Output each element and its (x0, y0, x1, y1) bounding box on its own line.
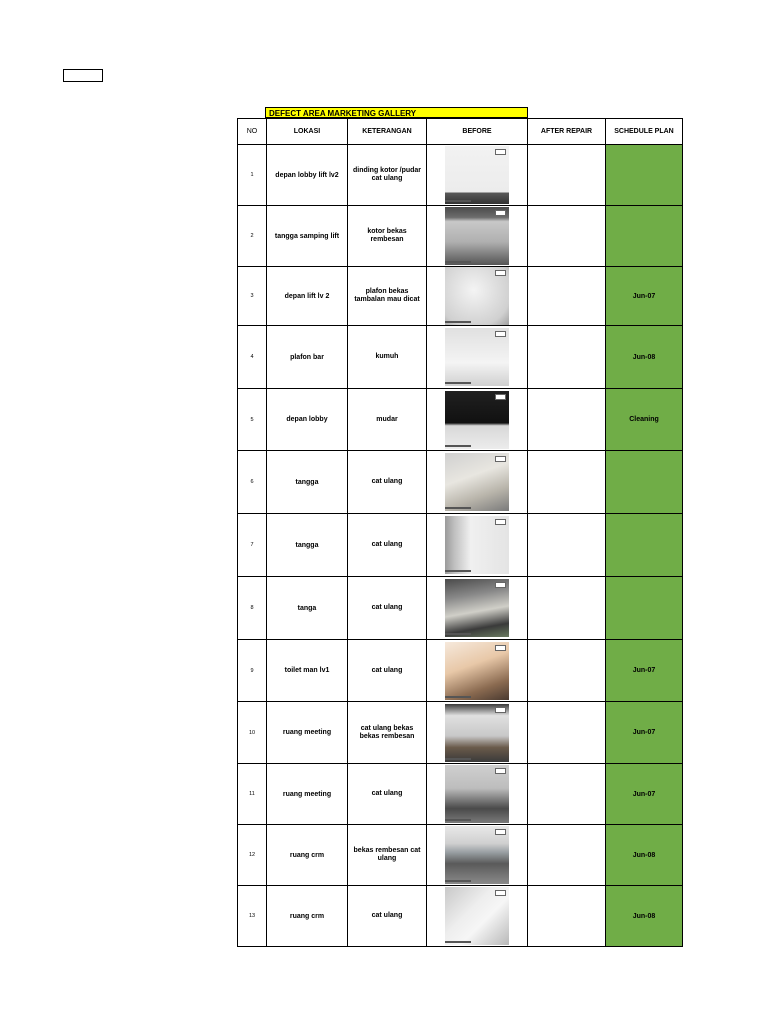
row-number: 5 (238, 389, 267, 451)
row-after-repair (528, 451, 606, 514)
photo-stamp (495, 270, 506, 276)
table-row (238, 577, 683, 640)
photo-caption-bar (445, 570, 471, 572)
photo-stamp (495, 707, 506, 713)
row-number: 13 (238, 886, 267, 947)
row-keterangan: cat ulang bekas bekas rembesan (348, 702, 427, 764)
row-schedule-plan: Jun-08 (606, 326, 683, 389)
row-number: 9 (238, 640, 267, 702)
photo-caption-bar (445, 382, 471, 384)
row-before-photo-cell (427, 825, 528, 886)
row-lokasi: ruang meeting (267, 702, 348, 764)
photo-stamp (495, 331, 506, 337)
row-after-repair (528, 702, 606, 764)
photo-stamp (495, 582, 506, 588)
row-schedule-plan: Cleaning (606, 389, 683, 451)
table-row (238, 389, 683, 451)
before-photo (445, 887, 509, 945)
row-keterangan: cat ulang (348, 514, 427, 577)
table-row (238, 451, 683, 514)
photo-caption-bar (445, 819, 471, 821)
table-row (238, 145, 683, 206)
photo-stamp (495, 890, 506, 896)
row-schedule-plan: Jun-07 (606, 640, 683, 702)
header-no: NO (238, 119, 267, 145)
row-before-photo-cell (427, 577, 528, 640)
row-schedule-plan (606, 577, 683, 640)
row-after-repair (528, 145, 606, 206)
row-keterangan: plafon bekas tambalan mau dicat (348, 267, 427, 326)
row-before-photo-cell (427, 640, 528, 702)
row-after-repair (528, 640, 606, 702)
photo-stamp (495, 149, 506, 155)
row-before-photo-cell (427, 451, 528, 514)
row-after-repair (528, 764, 606, 825)
row-number: 1 (238, 145, 267, 206)
row-after-repair (528, 267, 606, 326)
table-row (238, 702, 683, 764)
row-schedule-plan: Jun-07 (606, 764, 683, 825)
table-row (238, 326, 683, 389)
row-before-photo-cell (427, 702, 528, 764)
row-number: 12 (238, 825, 267, 886)
sheet-title: DEFECT AREA MARKETING GALLERY (265, 107, 528, 118)
row-number: 4 (238, 326, 267, 389)
header-row (238, 119, 683, 145)
row-keterangan: bekas rembesan cat ulang (348, 825, 427, 886)
row-after-repair (528, 206, 606, 267)
photo-caption-bar (445, 200, 471, 202)
row-before-photo-cell (427, 886, 528, 947)
row-keterangan: kotor bekas rembesan (348, 206, 427, 267)
row-schedule-plan: Jun-07 (606, 702, 683, 764)
before-photo (445, 516, 509, 574)
row-keterangan: cat ulang (348, 451, 427, 514)
row-lokasi: plafon bar (267, 326, 348, 389)
before-photo (445, 704, 509, 762)
row-number: 11 (238, 764, 267, 825)
row-after-repair (528, 326, 606, 389)
photo-caption-bar (445, 507, 471, 509)
row-lokasi: tanga (267, 577, 348, 640)
row-keterangan: kumuh (348, 326, 427, 389)
photo-stamp (495, 456, 506, 462)
photo-caption-bar (445, 261, 471, 263)
before-photo (445, 642, 509, 700)
row-after-repair (528, 389, 606, 451)
row-number: 2 (238, 206, 267, 267)
empty-cell-box (63, 69, 103, 82)
row-lokasi: ruang crm (267, 825, 348, 886)
row-before-photo-cell (427, 514, 528, 577)
before-photo (445, 391, 509, 449)
row-number: 6 (238, 451, 267, 514)
header-lokasi: LOKASI (267, 119, 348, 145)
row-number: 8 (238, 577, 267, 640)
row-lokasi: tangga samping lift (267, 206, 348, 267)
row-number: 3 (238, 267, 267, 326)
row-schedule-plan (606, 451, 683, 514)
row-lokasi: depan lobby (267, 389, 348, 451)
before-photo (445, 207, 509, 265)
row-schedule-plan: Jun-07 (606, 267, 683, 326)
table-row (238, 206, 683, 267)
before-photo (445, 453, 509, 511)
table-row (238, 764, 683, 825)
table-row (238, 514, 683, 577)
row-lokasi: ruang meeting (267, 764, 348, 825)
photo-caption-bar (445, 696, 471, 698)
photo-stamp (495, 768, 506, 774)
defect-table (237, 118, 683, 947)
photo-caption-bar (445, 633, 471, 635)
table-row (238, 267, 683, 326)
photo-stamp (495, 210, 506, 216)
before-photo (445, 328, 509, 386)
row-before-photo-cell (427, 764, 528, 825)
photo-caption-bar (445, 758, 471, 760)
row-before-photo-cell (427, 267, 528, 326)
photo-caption-bar (445, 941, 471, 943)
table-row (238, 825, 683, 886)
before-photo (445, 267, 509, 325)
header-before: BEFORE (427, 119, 528, 145)
photo-stamp (495, 519, 506, 525)
photo-stamp (495, 829, 506, 835)
photo-caption-bar (445, 880, 471, 882)
row-before-photo-cell (427, 389, 528, 451)
header-keterangan: KETERANGAN (348, 119, 427, 145)
row-keterangan: cat ulang (348, 886, 427, 947)
row-schedule-plan (606, 145, 683, 206)
photo-stamp (495, 394, 506, 400)
row-keterangan: dinding kotor /pudar cat ulang (348, 145, 427, 206)
row-lokasi: depan lobby lift lv2 (267, 145, 348, 206)
row-number: 10 (238, 702, 267, 764)
before-photo (445, 826, 509, 884)
header-after-repair: AFTER REPAIR (528, 119, 606, 145)
row-lokasi: tangga (267, 514, 348, 577)
row-keterangan: cat ulang (348, 577, 427, 640)
before-photo (445, 765, 509, 823)
row-schedule-plan (606, 206, 683, 267)
row-after-repair (528, 886, 606, 947)
table-row (238, 640, 683, 702)
row-keterangan: cat ulang (348, 764, 427, 825)
row-lokasi: toilet man lv1 (267, 640, 348, 702)
row-schedule-plan (606, 514, 683, 577)
photo-caption-bar (445, 321, 471, 323)
row-before-photo-cell (427, 145, 528, 206)
photo-stamp (495, 645, 506, 651)
row-before-photo-cell (427, 326, 528, 389)
header-schedule-plan: SCHEDULE PLAN (606, 119, 683, 145)
row-lokasi: depan lift lv 2 (267, 267, 348, 326)
row-after-repair (528, 825, 606, 886)
row-keterangan: cat ulang (348, 640, 427, 702)
row-lokasi: ruang crm (267, 886, 348, 947)
row-lokasi: tangga (267, 451, 348, 514)
before-photo (445, 146, 509, 204)
row-schedule-plan: Jun-08 (606, 886, 683, 947)
row-number: 7 (238, 514, 267, 577)
before-photo (445, 579, 509, 637)
row-after-repair (528, 514, 606, 577)
table-row (238, 886, 683, 947)
row-schedule-plan: Jun-08 (606, 825, 683, 886)
row-before-photo-cell (427, 206, 528, 267)
row-after-repair (528, 577, 606, 640)
photo-caption-bar (445, 445, 471, 447)
row-keterangan: mudar (348, 389, 427, 451)
